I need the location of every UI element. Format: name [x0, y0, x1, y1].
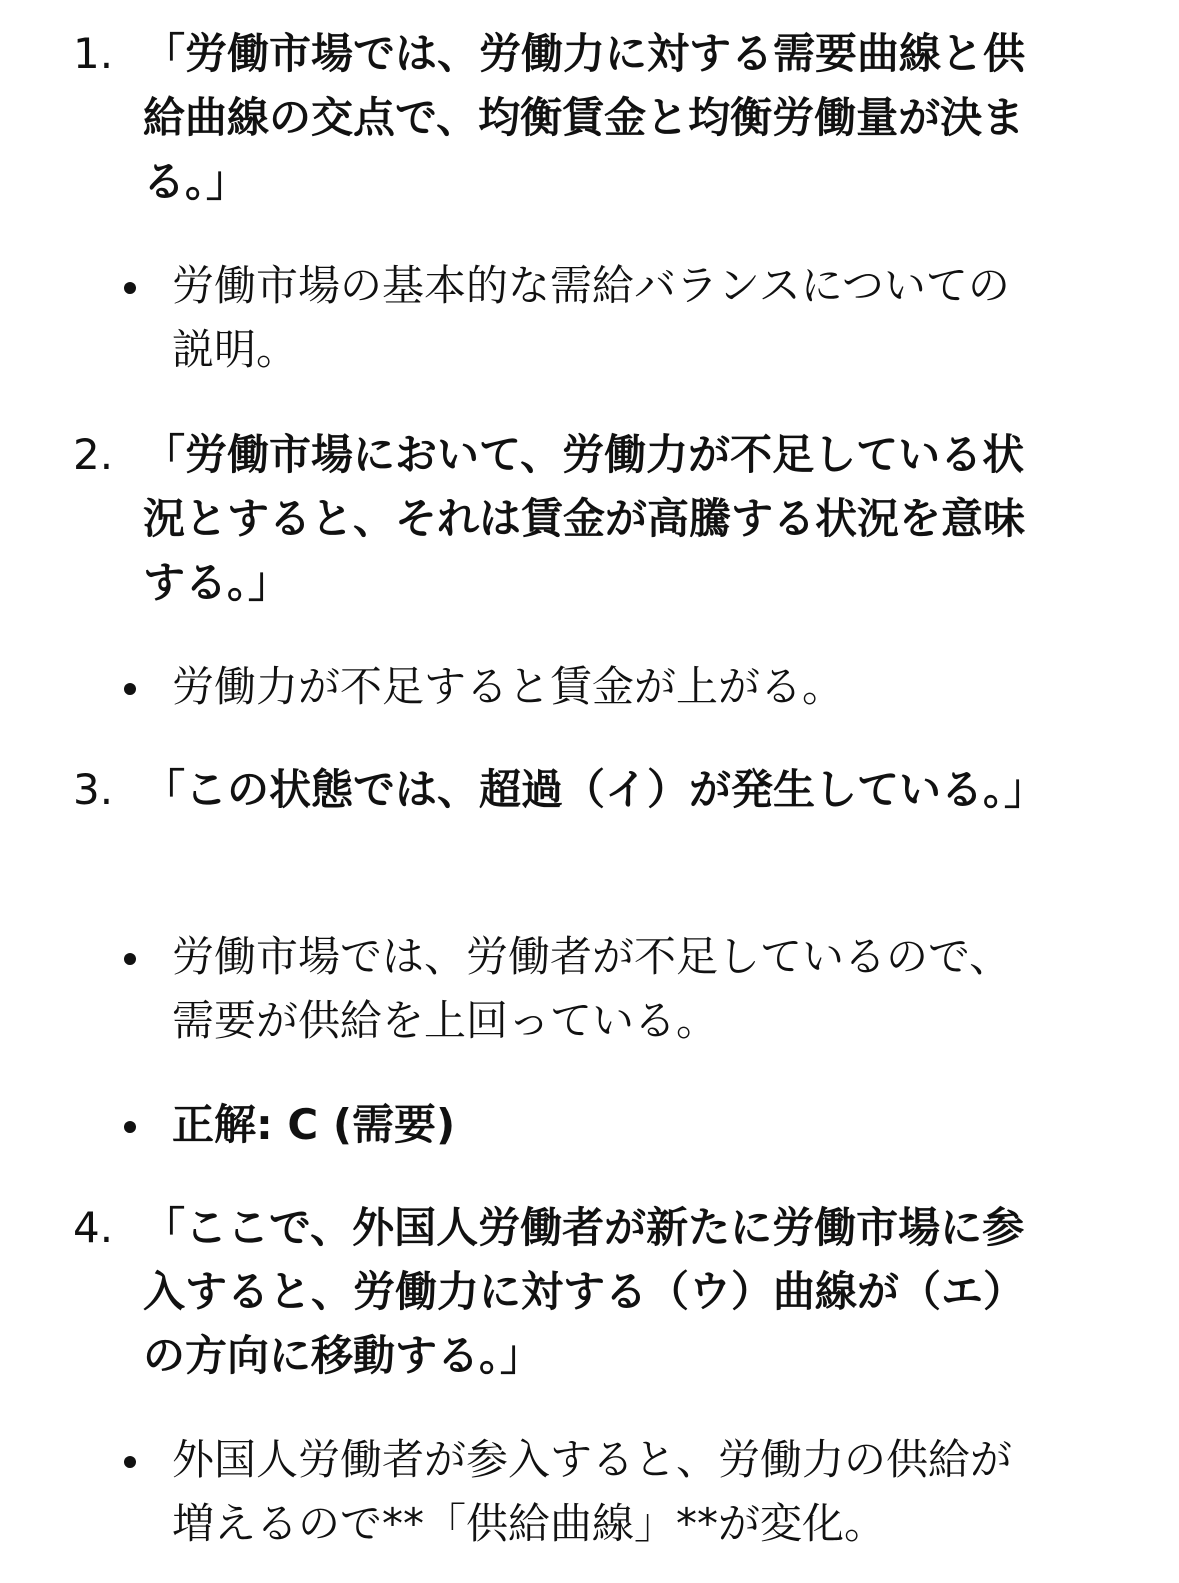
bullet-dot — [124, 282, 136, 294]
item-number: 2. — [73, 430, 114, 479]
bullet-dot — [124, 1121, 136, 1133]
item-number: 1. — [73, 29, 114, 78]
question-text: 「労働市場において、労働力が不足している状況とすると、それは賃金が高騰する状況を意味する。」 — [143, 430, 1026, 607]
question-text: 「ここで、外国人労働者が新たに労働市場に参入すると、労働力に対する（ウ）曲線が（エ）の方向に移動する。」 — [143, 1203, 1026, 1380]
bullet-dot — [124, 953, 136, 965]
item-number: 3. — [73, 765, 114, 814]
question-text: 「この状態では、超過（イ）が発生している。」 — [143, 765, 1047, 814]
bullet-text: 労働市場の基本的な需給バランスについての説明。 — [172, 261, 1010, 374]
bullet-text: 外国人労働者が参入すると、労働力の供給が増えるので**「供給曲線」**が変化。 — [172, 1435, 1013, 1548]
correct-answer-text: 正解: C (需要) — [172, 1100, 456, 1149]
item-number: 4. — [73, 1203, 114, 1252]
bullet-text: 労働力が不足すると賃金が上がる。 — [172, 662, 845, 711]
bullet-dot — [124, 683, 136, 695]
bullet-text: 労働市場では、労働者が不足しているので、需要が供給を上回っている。 — [172, 932, 1012, 1045]
question-text: 「労働市場では、労働力に対する需要曲線と供給曲線の交点で、均衡賃金と均衡労働量が決まる。」 — [143, 29, 1026, 206]
bullet-dot — [124, 1456, 136, 1468]
